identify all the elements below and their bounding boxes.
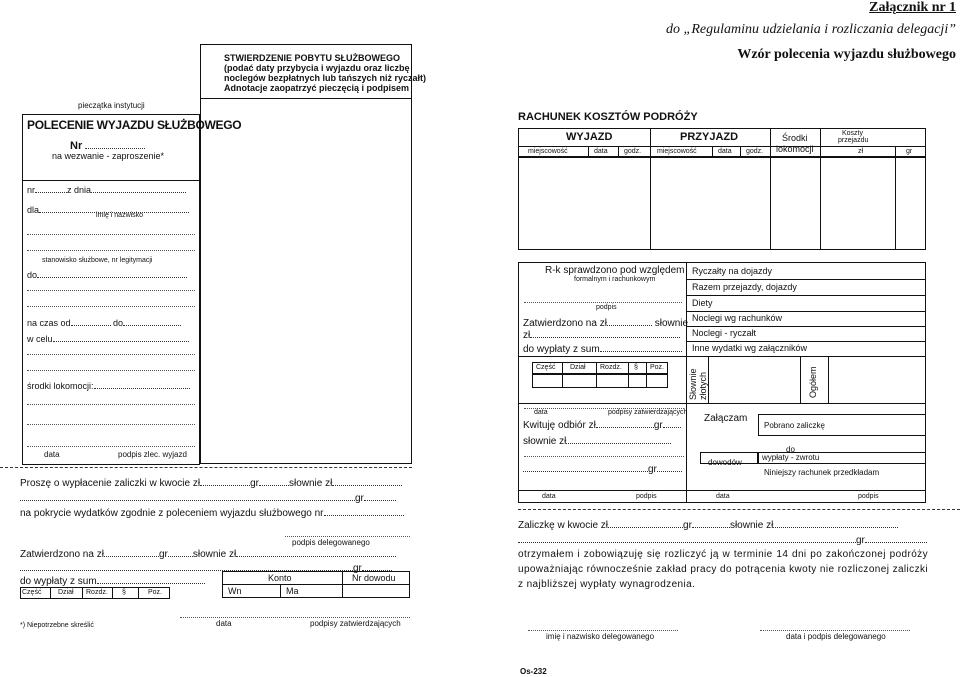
dep-place: miejscowość xyxy=(528,148,568,155)
departure-header: WYJAZD xyxy=(566,131,613,143)
nr-label: Nr xyxy=(70,140,145,152)
declaration-text: otrzymałem i zobowiązuję się rozliczyć ją w terminie 14 dni po zakończonej podróży upoważniając równocześnie zakład pracy do potrącenia kwoty nie rozliczonej zaliczki z najbliższej wypłaty wynagrodzenia. xyxy=(518,549,928,590)
transport-header-2: lokomocji xyxy=(776,144,814,154)
position-caption: stanowisko służbowe, nr legitymacji xyxy=(42,257,153,264)
item-lump-sum-transport: Ryczałty na dojazdy xyxy=(692,266,773,276)
template-title: Wzór polecenia wyjazdu służbowego xyxy=(737,47,956,62)
budget-chapter: Rozdz. xyxy=(86,589,108,596)
dep-date: data xyxy=(594,148,608,155)
item-total-transport: Razem przejazdy, dojazdy xyxy=(692,282,797,292)
approved-words-line[interactable]: gr xyxy=(20,563,392,574)
advance-words-line[interactable]: gr xyxy=(20,493,396,504)
travel-rows[interactable] xyxy=(518,157,926,250)
document-number-header: Nr dowodu xyxy=(352,573,396,583)
budget-division: Dział xyxy=(58,589,74,596)
receipt-gr-line[interactable]: gr xyxy=(523,464,682,475)
arr-place: miejscowość xyxy=(657,148,697,155)
regulation-reference: do „Regulaminu udzielania i rozliczania delegacji” xyxy=(666,22,956,37)
budget-paragraph: § xyxy=(122,589,126,596)
fare-header-1: Koszty xyxy=(842,130,864,137)
budget-part: Część xyxy=(22,589,42,596)
r-budget-part: Część xyxy=(536,364,556,371)
fare-zl: zł xyxy=(858,148,864,155)
amount-words-vertical: Słownie złotych xyxy=(688,368,708,400)
arr-time: godz. xyxy=(746,148,764,155)
annex-number: Załącznik nr 1 xyxy=(869,0,956,15)
approvers-signatures-caption: podpisy zatwierdzających xyxy=(310,619,401,628)
footer-data-2: data xyxy=(716,493,730,500)
r-data-caption: data xyxy=(534,409,548,416)
r-budget-paragraph: § xyxy=(634,364,638,371)
receipt-words-line[interactable]: słownie zł xyxy=(523,436,671,447)
transport-field[interactable]: środki lokomocji: xyxy=(27,381,190,391)
r-approvers-caption: podpisy zatwierdzających xyxy=(608,409,688,416)
item-per-diem: Diety xyxy=(692,298,713,308)
attached-label: Załączam xyxy=(704,413,748,424)
date-signature-caption: data i podpis delegowanego xyxy=(786,632,886,641)
approved-amount-line[interactable]: Zatwierdzono na zł gr słownie zł xyxy=(20,549,396,560)
right-approved-line[interactable]: Zatwierdzono na zł słownie xyxy=(523,318,689,329)
delegate-name-caption: imię i nazwisko delegowanego xyxy=(546,632,655,641)
submit-statement: Niniejszy rachunek przedkładam xyxy=(764,468,880,477)
footnote: *) Niepotrzebne skreślić xyxy=(20,622,94,629)
advance-taken-label: Pobrano zaliczkę xyxy=(764,421,825,430)
r-budget-division: Dział xyxy=(570,364,586,371)
total-vertical: Ogółem xyxy=(808,366,818,398)
stay-confirmation-text: STWIERDZENIE POBYTU SŁUŻBOWEGO (podać daty przybycia i wyjazdu oraz liczbę noclegów bezpłatnych lub tańszych niż ryczałt) Adnotacje zaopatrzyć pieczęcią i podpisem xyxy=(224,53,427,93)
r-budget-position: Poz. xyxy=(650,364,665,371)
data-caption: data xyxy=(44,450,60,459)
payout-refund-label: wypłaty - zwrotu xyxy=(762,453,820,462)
transport-header-1: Środki xyxy=(782,133,808,143)
footer-podpis-2: podpis xyxy=(858,493,879,500)
r-budget-chapter: Rozdz. xyxy=(600,364,622,371)
arr-date: data xyxy=(718,148,732,155)
bottom-data-caption: data xyxy=(216,619,232,628)
form-title: POLECENIE WYJAZDU SŁUŻBOWEGO xyxy=(27,118,242,132)
account-header: Konto xyxy=(268,573,292,583)
form-code: Os-232 xyxy=(520,667,547,676)
right-payout-line[interactable]: do wypłaty z sum xyxy=(523,344,682,355)
receipt-line[interactable]: Kwituję odbiór zł gr xyxy=(523,420,681,431)
dla-field[interactable]: dla xyxy=(27,205,189,215)
documents-label: dowodów xyxy=(708,458,742,467)
destination-field[interactable]: do xyxy=(27,270,187,280)
purpose-field[interactable]: w celu xyxy=(27,334,189,344)
advance-words-right[interactable]: gr xyxy=(518,535,927,546)
item-other-expenses: Inne wydatki wg załączników xyxy=(692,343,808,353)
check-signature-caption: podpis xyxy=(596,304,617,311)
delegate-signature-caption: podpis delegowanego xyxy=(292,538,370,547)
dep-time: godz. xyxy=(624,148,642,155)
right-zl-line[interactable]: zł xyxy=(523,330,680,341)
footer-data: data xyxy=(542,493,556,500)
stamp-label: pieczątka instytucji xyxy=(78,101,145,110)
advance-amount-line[interactable]: Zaliczkę w kwocie zł gr słownie zł xyxy=(518,520,898,531)
summons-label: na wezwanie - zaproszenie* xyxy=(52,151,165,161)
payout-source-line[interactable]: do wypłaty z sum xyxy=(20,576,205,587)
issuer-signature-caption: podpis zlec. wyjazd xyxy=(118,450,187,459)
checked-label: R-k sprawdzono pod względem xyxy=(545,265,685,276)
debit-label: Wn xyxy=(228,586,242,596)
stay-confirmation-box xyxy=(200,44,412,464)
footer-podpis: podpis xyxy=(636,493,657,500)
credit-label: Ma xyxy=(286,586,299,596)
advance-request-line[interactable]: Proszę o wypłacenie zaliczki w kwocie zł gr słownie zł xyxy=(20,478,402,489)
cost-purpose-line[interactable]: na pokrycie wydatków zgodnie z poleceniem wyjazdu służbowego nr xyxy=(20,508,404,519)
item-lodging-bills: Noclegi wg rachunków xyxy=(692,313,783,323)
checked-caption: formalnym i rachunkowym xyxy=(574,276,656,283)
fare-gr: gr xyxy=(906,148,913,155)
fare-header-2: przejazdu xyxy=(838,137,869,144)
item-lodging-lump: Noclegi - ryczałt xyxy=(692,328,757,338)
costs-title: RACHUNEK KOSZTÓW PODRÓŻY xyxy=(518,111,698,123)
period-field[interactable]: na czas od do xyxy=(27,318,181,328)
to-label: do xyxy=(786,445,795,454)
nr-field[interactable]: nr z dnia xyxy=(27,185,186,195)
budget-position: Poz. xyxy=(148,589,163,596)
arrival-header: PRZYJAZD xyxy=(680,131,739,143)
name-caption: imię i nazwisko xyxy=(96,212,144,219)
